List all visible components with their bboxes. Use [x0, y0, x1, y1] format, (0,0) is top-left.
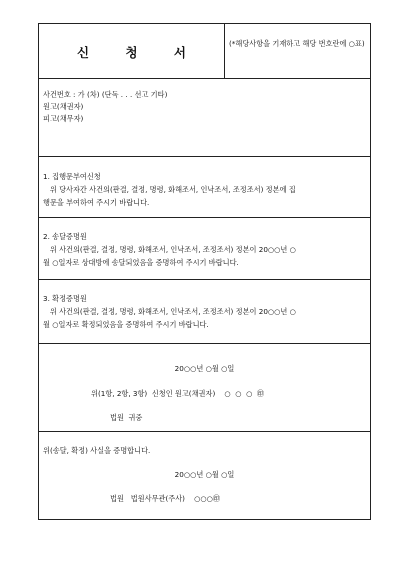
certification-date: 20○○년 ○월 ○일	[174, 470, 235, 479]
application-form	[38, 23, 371, 520]
section-text-line2: 행문을 부여하여 주시기 바랍니다.	[43, 198, 150, 207]
section-execution-clause	[39, 157, 370, 218]
applicant-signature-line: 위(1항, 2항, 3항) 신청인 원고(채권자) ○ ○ ○ ㊞	[91, 389, 265, 398]
certification-statement: 위(송달, 확정) 사실을 증명합니다.	[43, 446, 151, 455]
section-heading: 3. 확정증명원	[43, 294, 87, 303]
section-finality-certificate	[39, 280, 370, 344]
section-text-line2: 월 ○일자로 상대방에 송달되었음을 증명하여 주시기 바랍니다.	[43, 258, 239, 267]
section-text-line1: 위 사건의(판결, 결정, 명령, 화해조서, 인낙조서, 조정조서) 정본이 20○○년 ○	[43, 245, 296, 254]
form-note: (*해당사항을 기재하고 해당 번호란에 ○표)	[229, 39, 365, 48]
defendant-label: 피고(채무자)	[43, 114, 84, 123]
plaintiff-label: 원고(채권자)	[43, 102, 84, 111]
section-heading: 1. 집행문부여신청	[43, 172, 101, 181]
section-heading: 2. 송달증명원	[43, 232, 87, 241]
certification-section	[39, 432, 370, 521]
form-header	[39, 24, 370, 79]
section-text-line1: 위 당사자간 사건의(판결, 결정, 명령, 화해조서, 인낙조서, 조정조서) 정본에 집	[43, 185, 296, 194]
section-text-line2: 월 ○일자로 확정되었음을 증명하여 주시기 바랍니다.	[43, 320, 209, 329]
parties-section	[39, 79, 370, 157]
section-service-certificate	[39, 218, 370, 280]
signature-section	[39, 344, 370, 432]
section-text-line1: 위 사건의(판결, 결정, 명령, 화해조서, 인낙조서, 조정조서) 정본이 20○○년 ○	[43, 307, 296, 316]
court-addressee: 법원 귀중	[110, 413, 143, 422]
form-title: 신 청 서	[39, 24, 225, 79]
clerk-signature-line: 법원 법원사무관(주사) ○○○㊞	[110, 494, 221, 503]
case-number-line: 사건번호 : 가 (차) (단독 . . . 선고 기타)	[43, 90, 168, 99]
application-date: 20○○년 ○월 ○일	[174, 364, 235, 373]
